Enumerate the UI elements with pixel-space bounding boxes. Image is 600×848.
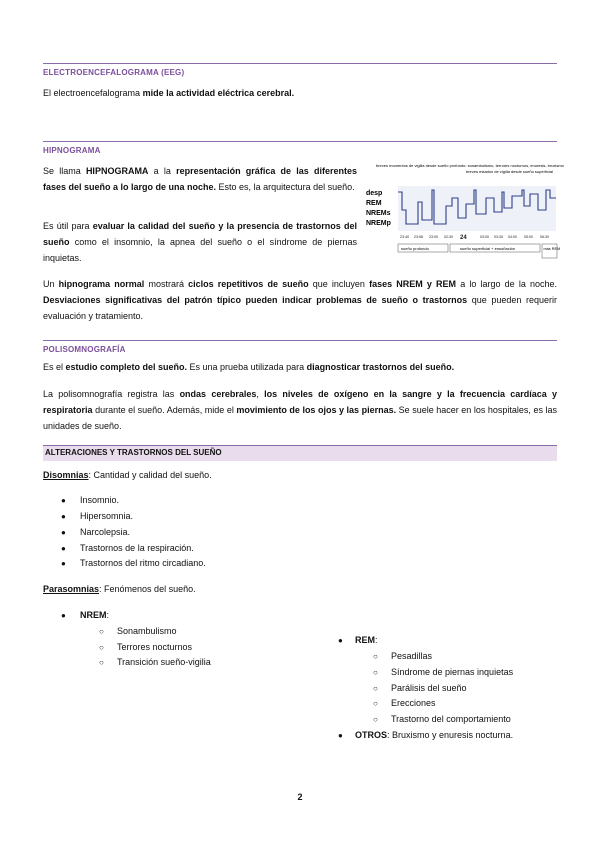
figure-label-top-left: breves momentos de vigilia desde sueño profundo: sonambulismo, terrores nocturnos, enuresis, bruxismo <box>376 163 564 168</box>
list-item: Terrores nocturnos <box>117 642 193 652</box>
bullet-dot: ● <box>338 636 343 645</box>
x-label: 02:30 <box>444 235 453 239</box>
x-label: 06:30 <box>540 235 549 239</box>
section-title-hipnograma: HIPNOGRAMA <box>43 146 101 155</box>
otros-item: OTROS: Bruxismo y enuresis nocturna. <box>355 730 514 740</box>
bullet-circle: ○ <box>373 668 378 677</box>
bullet-circle: ○ <box>373 715 378 724</box>
polisomnografia-p1: Es el estudio completo del sueño. Es una prueba utilizada para diagnosticar trastornos del sueño. <box>43 362 455 372</box>
bullet-circle: ○ <box>373 684 378 693</box>
bullet-dot: ● <box>338 731 343 740</box>
x-label: 03:00 <box>480 235 489 239</box>
bullet-dot: ● <box>61 559 66 568</box>
bullet-circle: ○ <box>99 627 104 636</box>
y-label-nremp: NREMp <box>366 220 391 227</box>
eeg-text: El electroencefalograma mide la actividad eléctrica cerebral. <box>43 88 295 98</box>
section-title-bar-alteraciones <box>43 445 557 461</box>
list-item: Hipersomnia. <box>80 511 134 521</box>
bottom-label-light: sueño superficial + ensoñación <box>460 246 516 251</box>
bullet-circle: ○ <box>373 652 378 661</box>
page-number: 2 <box>297 792 303 802</box>
hipnograma-p1: Se llama HIPNOGRAMA a la representación gráfica de las diferentes fases del sueño a lo largo de una noche. Esto es, la arquitectura del sueño. <box>43 166 357 192</box>
list-item: Síndrome de piernas inquietas <box>391 667 514 677</box>
section-title-polisomnografia: POLISOMNOGRAFÍA <box>43 345 126 354</box>
hipnograma-p3: Un hipnograma normal mostrará ciclos repetitivos de sueño que incluyen fases NREM y REM a lo largo de la noche. Desviaciones significativas del patrón típico pueden indicar problemas de sueño o trastornos que pueden requerir evaluación y tratamiento. <box>43 279 558 321</box>
x-label: 23:40 <box>400 235 409 239</box>
list-item: Pesadillas <box>391 651 433 661</box>
list-item: Trastorno del comportamiento <box>391 714 511 724</box>
hypnogram-figure <box>366 162 564 262</box>
section-title-eeg: ELECTROENCEFALOGRAMA (EEG) <box>43 68 185 77</box>
x-label: 04:00 <box>508 235 517 239</box>
section-rule <box>43 141 557 142</box>
list-item: Parálisis del sueño <box>391 683 467 693</box>
y-label-desp: desp <box>366 190 383 197</box>
x-label: 23:58 <box>414 235 423 239</box>
x-label: 24 <box>460 235 467 241</box>
figure-label-top-right: breves estados de vigilia desde sueño superficial <box>466 169 553 174</box>
y-label-nrems: NREMs <box>366 210 391 217</box>
hipnograma-p2: Es útil para evaluar la calidad del sueño y la presencia de trastornos del sueño como el insomnio, la apnea del sueño o el síndrome de piernas inquietas. <box>43 221 357 263</box>
list-item: Narcolepsia. <box>80 527 131 537</box>
polisomnografia-p2: La polisomnografía registra las ondas cerebrales, los niveles de oxígeno en la sangre y la frecuencia cardíaca y respiratoria durante el sueño. Además, mide el movimiento de los ojos y las piernas. Se suele hacer en los hospitales, es las unidades de sueño. <box>43 389 557 431</box>
bullet-dot: ● <box>61 528 66 537</box>
bullet-circle: ○ <box>99 643 104 652</box>
disomnias-heading: Disomnias: Cantidad y calidad del sueño. <box>43 470 212 480</box>
x-label: 23:00 <box>429 235 438 239</box>
parasomnias-heading: Parasomnias: Fenómenos del sueño. <box>43 584 196 594</box>
y-label-rem: REM <box>366 200 382 207</box>
bullet-dot: ● <box>61 544 66 553</box>
section-rule <box>43 63 557 64</box>
rem-heading: REM: <box>355 635 378 645</box>
list-item: Trastornos del ritmo circadiano. <box>80 558 206 568</box>
bullet-dot: ● <box>61 611 66 620</box>
section-rule <box>43 340 557 341</box>
list-item: Sonambulismo <box>117 626 177 636</box>
bullet-dot: ● <box>61 496 66 505</box>
section-title-alteraciones: ALTERACIONES Y TRASTORNOS DEL SUEÑO <box>45 448 222 457</box>
bullet-dot: ● <box>61 512 66 521</box>
list-item: Insomnio. <box>80 495 120 505</box>
x-label: 05:00 <box>524 235 533 239</box>
list-item: Erecciones <box>391 698 436 708</box>
x-label: 03:30 <box>494 235 503 239</box>
list-item: Transición sueño-vigilia <box>117 657 211 667</box>
bottom-label-rem: más REM <box>543 247 561 251</box>
nrem-heading: NREM: <box>80 610 110 620</box>
bottom-label-deep: sueño profundo <box>401 246 429 251</box>
list-item: Trastornos de la respiración. <box>80 543 194 553</box>
bullet-circle: ○ <box>99 658 104 667</box>
bullet-circle: ○ <box>373 699 378 708</box>
